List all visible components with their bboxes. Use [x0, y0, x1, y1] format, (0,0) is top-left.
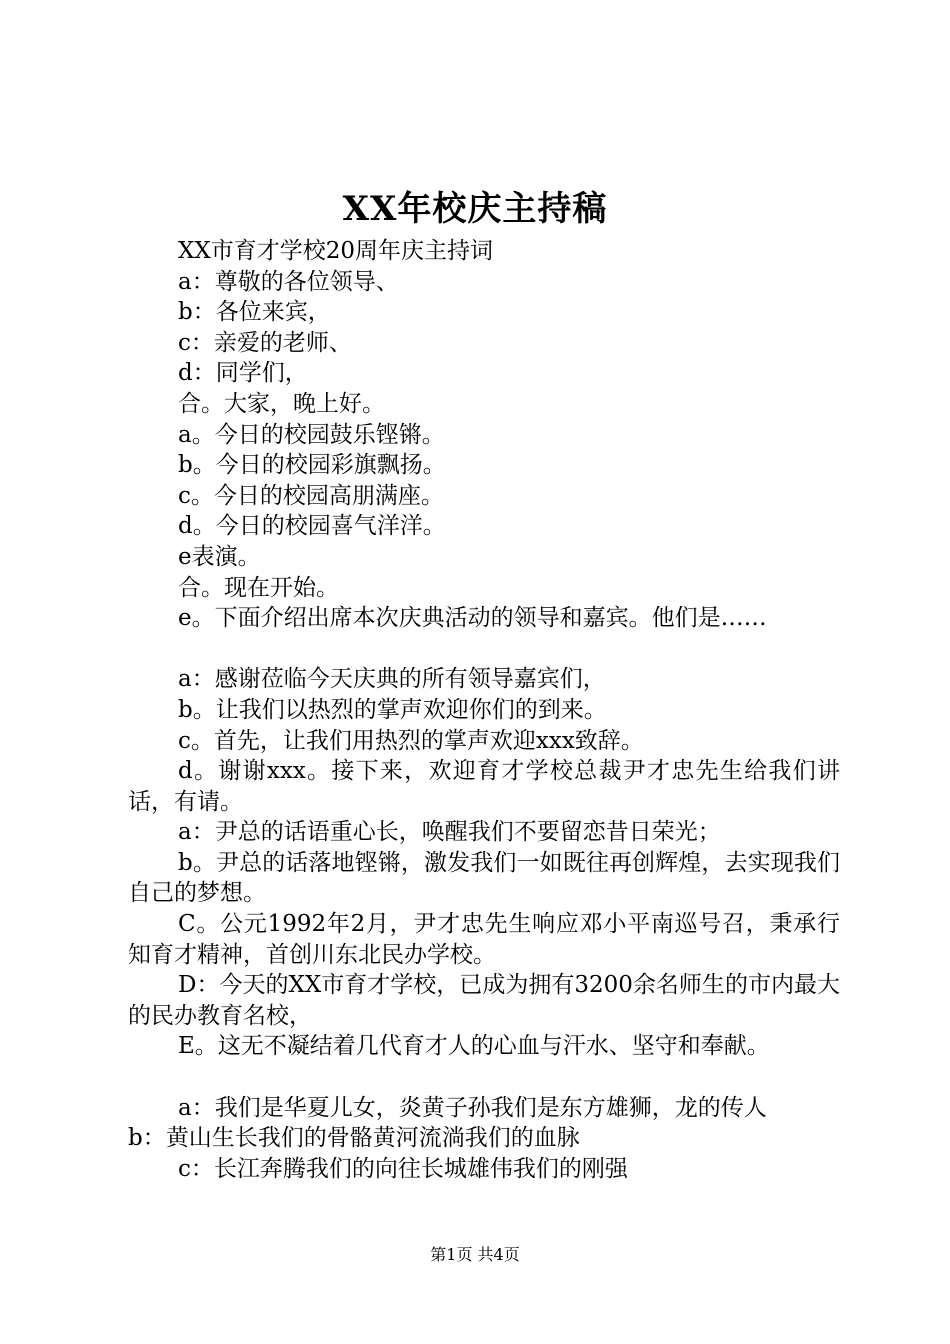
- body-line: a：尊敬的各位领导、: [178, 268, 399, 295]
- body-line: b：黄山生长我们的骨骼黄河流淌我们的血脉: [128, 1125, 580, 1152]
- subtitle-line: XX市育才学校20周年庆主持词: [178, 238, 494, 264]
- body-line: 合。大家，晚上好。: [178, 390, 385, 417]
- body-line: d。今日的校园喜气洋洋。: [178, 513, 446, 540]
- body-line: b：各位来宾，: [178, 299, 331, 326]
- body-line: a。今日的校园鼓乐铿锵。: [178, 421, 445, 448]
- body-line: b。让我们以热烈的掌声欢迎你们的到来。: [178, 696, 607, 723]
- body-line: d：同学们，: [178, 360, 308, 387]
- body-line: a：感谢莅临今天庆典的所有领导嘉宾们，: [178, 666, 606, 693]
- blank-line: [128, 1062, 840, 1093]
- document-body: [128, 236, 840, 1184]
- body-paragraph: b。尹总的话落地铿锵，激发我们一如既往再创辉煌，去实现我们自己的梦想。: [128, 849, 840, 907]
- body-line: 合。现在开始。: [178, 574, 339, 601]
- body-line: c：长江奔腾我们的向往长城雄伟我们的刚强: [178, 1155, 628, 1182]
- blank-line: [128, 634, 840, 665]
- body-paragraph: a：尹总的话语重心长，唤醒我们不要留恋昔日荣光；: [178, 819, 721, 846]
- body-paragraph: D：今天的XX市育才学校，已成为拥有3200余名师生的市内最大的民办教育名校，: [128, 972, 840, 1029]
- body-line: b。今日的校园彩旗飘扬。: [178, 452, 446, 479]
- body-line: a：我们是华夏儿女，炎黄子孙我们是东方雄狮，龙的传人: [178, 1094, 767, 1121]
- body-line: c：亲爱的老师、: [178, 329, 352, 356]
- body-line: e。下面介绍出席本次庆典活动的领导和嘉宾。他们是……: [178, 605, 767, 632]
- body-line: c。今日的校园高朋满座。: [178, 482, 444, 509]
- body-line: c。首先，让我们用热烈的掌声欢迎xxx致辞。: [178, 727, 644, 754]
- page-number-footer: 第1页 共4页: [430, 1245, 520, 1264]
- body-line: e表演。: [178, 543, 261, 570]
- document-title: XX年校庆主持稿: [342, 189, 608, 229]
- body-paragraph: E。这无不凝结着几代育才人的心血与汗水、坚守和奉献。: [178, 1033, 770, 1060]
- body-paragraph: d。谢谢xxx。接下来，欢迎育才学校总裁尹才忠先生给我们讲话，有请。: [128, 758, 840, 815]
- body-paragraph: C。公元1992年2月，尹才忠先生响应邓小平南巡号召，秉承行知育才精神，首创川东北民办学校。: [128, 911, 840, 968]
